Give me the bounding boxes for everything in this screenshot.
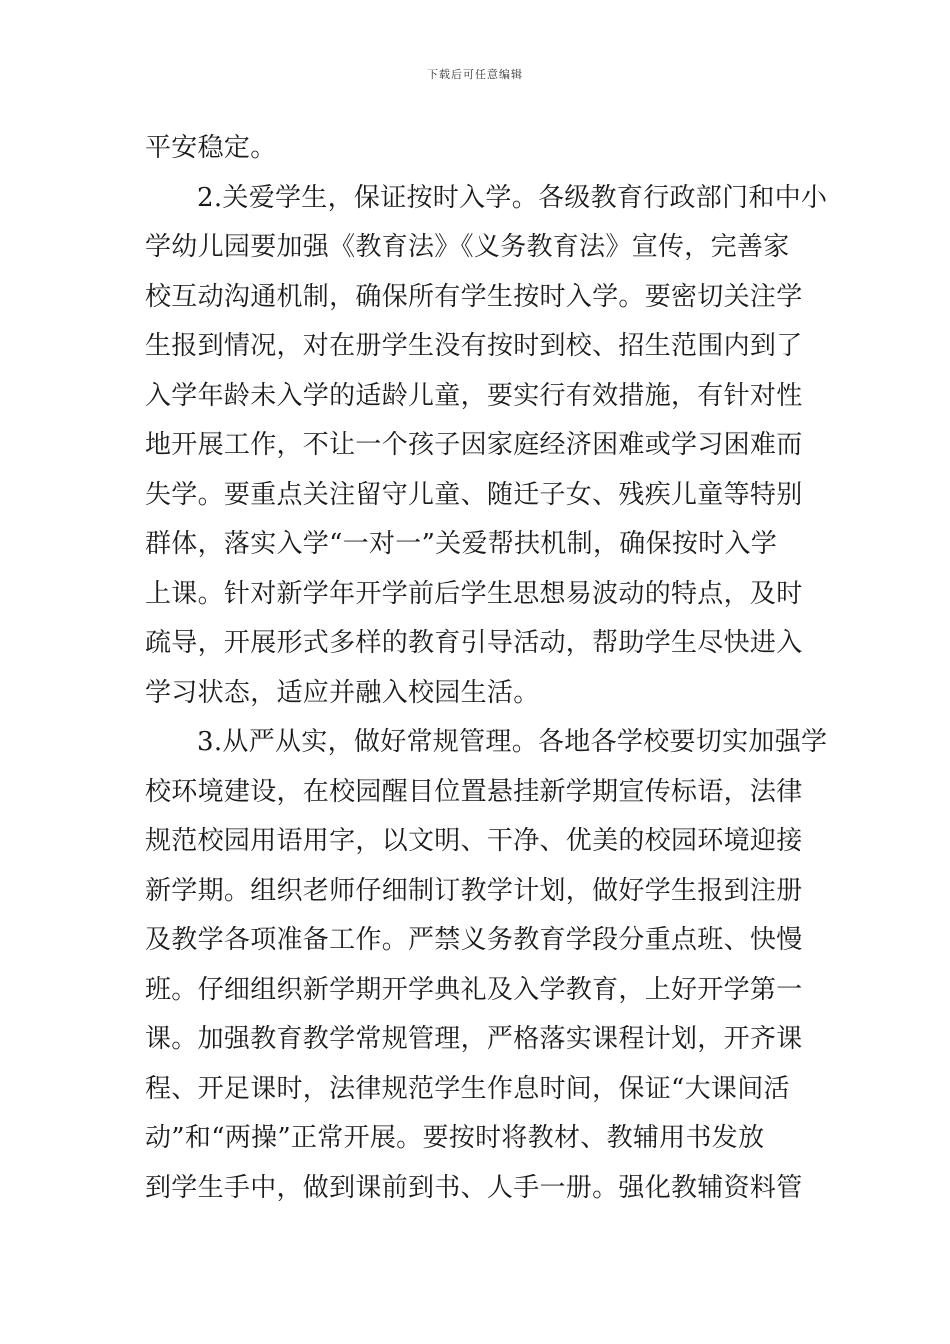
text-line: 生报到情况，对在册学生没有按时到校、招生范围内到了 <box>145 331 803 361</box>
text-line: 疏导，开展形式多样的教育引导活动，帮助学生尽快进入 <box>145 628 803 658</box>
text-line: 程、开足课时，法律规范学生作息时间，保证“大课间活 <box>145 1073 790 1104</box>
text-line: 上课。针对新学年开学前后学生思想易波动的特点，及时 <box>145 578 803 609</box>
document-body <box>145 124 828 1213</box>
text-line: 平安稳定。 <box>145 133 277 163</box>
text-line: 动”和“两操”正常开展。要按时将教材、教辅用书发放 <box>145 1123 765 1153</box>
text-line: 到学生手中，做到课前到书、人手一册。强化教辅资料管 <box>145 1172 803 1203</box>
text-line: 学幼儿园要加强《教育法》《义务教育法》宣传，完善家 <box>145 232 790 262</box>
text-line: 地开展工作，不让一个孩子因家庭经济困难或学习困难而 <box>145 430 803 460</box>
text-line: 及教学各项准备工作。严禁义务教育学段分重点班、快慢 <box>145 925 803 955</box>
paragraph-heading-2: 2.关爱学生，保证按时入学。各级教育行政部门和中小 <box>197 182 828 213</box>
text-line: 失学。要重点关注留守儿童、随迁子女、残疾儿童等特别 <box>145 479 803 510</box>
text-line: 学习状态，适应并融入校园生活。 <box>145 677 540 708</box>
paragraph-heading-3: 3.从严从实，做好常规管理。各地各学校要切实加强学 <box>197 727 828 757</box>
text-line: 课。加强教育教学常规管理，严格落实课程计划，开齐课 <box>145 1024 803 1054</box>
text-line: 入学年龄未入学的适龄儿童，要实行有效措施，有针对性 <box>145 380 803 411</box>
text-line: 校环境建设，在校园醒目位置悬挂新学期宣传标语，法律 <box>145 776 803 807</box>
page-header: 下载后可任意编辑 <box>427 68 523 81</box>
text-line: 新学期。组织老师仔细制订教学计划，做好学生报到注册 <box>145 875 803 906</box>
text-line: 群体，落实入学“一对一”关爱帮扶机制，确保按时入学 <box>145 529 778 559</box>
text-line: 规范校园用语用字，以文明、干净、优美的校园环境迎接 <box>145 826 803 856</box>
text-line: 校互动沟通机制，确保所有学生按时入学。要密切关注学 <box>145 281 803 312</box>
text-line: 班。仔细组织新学期开学典礼及入学教育，上好开学第一 <box>145 974 803 1005</box>
